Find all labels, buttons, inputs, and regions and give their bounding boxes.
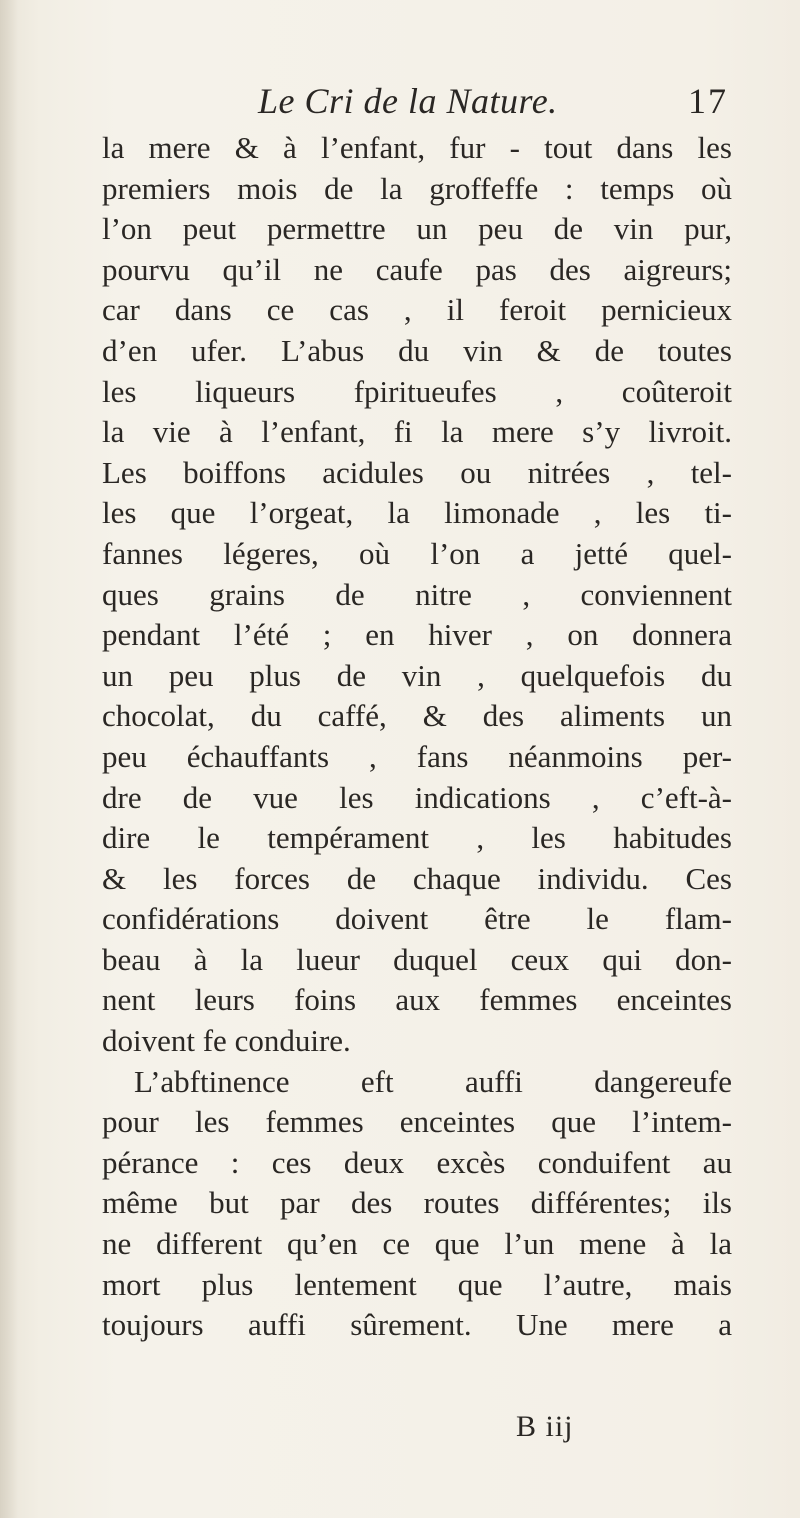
text-line: même but par des routes différentes; ils xyxy=(102,1185,732,1221)
text-line: pour les femmes enceintes que l’intem- xyxy=(102,1104,732,1140)
paragraph-start-line: L’abftinence eft auffi dangereufe xyxy=(134,1063,732,1099)
page-number: 17 xyxy=(688,81,728,121)
text-line: Les boiffons acidules ou nitrées , tel- xyxy=(102,454,732,490)
page-header xyxy=(0,80,800,130)
text-line: ques grains de nitre , conviennent xyxy=(102,576,732,612)
text-line: confidérations doivent être le flam- xyxy=(102,901,732,937)
text-line: nent leurs foins aux femmes enceintes xyxy=(102,982,732,1018)
text-line: les liqueurs fpiritueufes , coûteroit xyxy=(102,373,732,409)
text-line: ne different qu’en ce que l’un mene à la xyxy=(102,1226,732,1262)
text-line: toujours auffi sûrement. Une mere a xyxy=(102,1307,732,1343)
text-line: dre de vue les indications , c’eft-à- xyxy=(102,779,732,815)
body-text xyxy=(102,128,732,1346)
text-line: les que l’orgeat, la limonade , les ti- xyxy=(102,495,732,531)
text-line: pendant l’été ; en hiver , on donnera xyxy=(102,617,732,653)
text-line: car dans ce cas , il feroit pernicieux xyxy=(102,292,732,328)
text-line: la mere & à l’enfant, fur - tout dans les xyxy=(102,130,732,165)
text-line: pérance : ces deux excès conduifent au xyxy=(102,1144,732,1180)
text-line: la vie à l’enfant, fi la mere s’y livroit. xyxy=(102,414,732,450)
text-line: mort plus lentement que l’autre, mais xyxy=(102,1266,732,1302)
text-line: chocolat, du caffé, & des aliments un xyxy=(102,698,732,734)
text-line: d’en ufer. L’abus du vin & de toutes xyxy=(102,332,732,368)
text-line: l’on peut permettre un peu de vin pur, xyxy=(102,211,732,247)
signature-mark: B iij xyxy=(516,1410,574,1443)
text-line: pourvu qu’il ne caufe pas des aigreurs; xyxy=(102,251,732,287)
text-line: peu échauffants , fans néanmoins per- xyxy=(102,738,732,774)
text-line: premiers mois de la groffeffe : temps où xyxy=(102,170,732,206)
running-title: Le Cri de la Nature. xyxy=(258,81,558,121)
paragraph-end-line: doivent fe conduire. xyxy=(102,1023,351,1059)
text-line: fannes légeres, où l’on a jetté quel- xyxy=(102,535,732,571)
text-line: un peu plus de vin , quelquefois du xyxy=(102,657,732,693)
text-line: & les forces de chaque individu. Ces xyxy=(102,860,732,896)
gutter-shadow xyxy=(0,0,18,1518)
text-line: dire le tempérament , les habitudes xyxy=(102,820,732,856)
text-line: beau à la lueur duquel ceux qui don- xyxy=(102,941,732,977)
